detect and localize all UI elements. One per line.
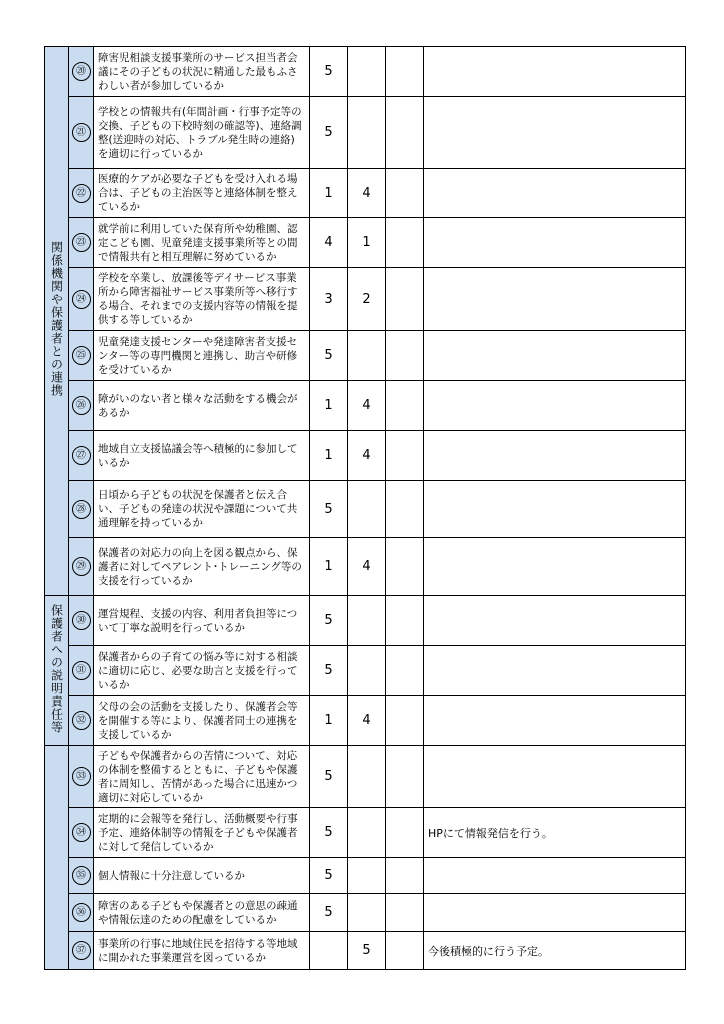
note-cell	[424, 47, 686, 97]
table-row	[45, 97, 686, 169]
section-label-cell	[45, 47, 69, 596]
note-cell	[424, 169, 686, 218]
no-count: 4	[348, 169, 386, 218]
unknown-count	[386, 97, 424, 169]
item-number: ㉘	[72, 500, 91, 519]
unknown-count	[386, 932, 424, 970]
note-cell	[424, 331, 686, 381]
item-number: ㉛	[72, 661, 91, 680]
no-count: 2	[348, 268, 386, 331]
no-count	[348, 596, 386, 646]
yes-count: 5	[310, 746, 348, 808]
note-cell	[424, 596, 686, 646]
yes-count: 5	[310, 47, 348, 97]
no-count	[348, 481, 386, 538]
section-label-cell	[45, 746, 69, 970]
question-text: 学校との情報共有(年間計画・行事予定等の交換、子どもの下校時刻の確認等)、連絡調整(送迎時の対応、トラブル発生時の連絡)を適切に行っているか	[94, 97, 310, 169]
no-count: 4	[348, 696, 386, 746]
yes-count: 5	[310, 97, 348, 169]
yes-count: 1	[310, 431, 348, 481]
unknown-count	[386, 808, 424, 858]
note-cell: 今後積極的に行う予定。	[424, 932, 686, 970]
question-text: 児童発達支援センターや発達障害者支援センター等の専門機関と連携し、助言や研修を受けているか	[94, 331, 310, 381]
unknown-count	[386, 481, 424, 538]
no-count	[348, 646, 386, 696]
yes-count: 1	[310, 381, 348, 431]
unknown-count	[386, 169, 424, 218]
unknown-count	[386, 696, 424, 746]
item-number: ㉓	[72, 233, 91, 252]
item-number: ㉑	[72, 123, 91, 142]
unknown-count	[386, 746, 424, 808]
item-number: ㉞	[72, 823, 91, 842]
table-row	[45, 808, 686, 858]
table-row	[45, 932, 686, 970]
note-cell	[424, 746, 686, 808]
question-text: 障害児相談支援事業所のサービス担当者会議にその子どもの状況に精通した最もふさわしい者が参加しているか	[94, 47, 310, 97]
table-row	[45, 894, 686, 932]
yes-count: 5	[310, 596, 348, 646]
note-cell	[424, 858, 686, 894]
question-text: 保護者からの子育ての悩み等に対する相談に適切に応じ、必要な助言と支援を行っているか	[94, 646, 310, 696]
no-count: 5	[348, 932, 386, 970]
note-cell	[424, 481, 686, 538]
question-text: 定期的に会報等を発行し、活動概要や行事予定、連絡体制等の情報を子どもや保護者に対して発信しているか	[94, 808, 310, 858]
table-row	[45, 858, 686, 894]
question-text: 個人情報に十分注意しているか	[94, 858, 310, 894]
yes-count: 1	[310, 169, 348, 218]
table-row	[45, 481, 686, 538]
table-row	[45, 538, 686, 596]
no-count: 4	[348, 538, 386, 596]
yes-count: 4	[310, 218, 348, 268]
no-count	[348, 746, 386, 808]
table-row	[45, 696, 686, 746]
note-cell	[424, 431, 686, 481]
unknown-count	[386, 268, 424, 331]
unknown-count	[386, 47, 424, 97]
question-text: 地域自立支援協議会等へ積極的に参加しているか	[94, 431, 310, 481]
item-number: ㉝	[72, 767, 91, 786]
note-cell	[424, 218, 686, 268]
table-row	[45, 47, 686, 97]
question-text: 保護者の対応力の向上を図る観点から、保護者に対してペアレント･トレーニング等の支援を行っているか	[94, 538, 310, 596]
no-count: 4	[348, 381, 386, 431]
unknown-count	[386, 331, 424, 381]
question-text: 障がいのない者と様々な活動をする機会があるか	[94, 381, 310, 431]
item-number: ㉒	[72, 184, 91, 203]
question-text: 障害のある子どもや保護者との意思の疎通や情報伝達のための配慮をしているか	[94, 894, 310, 932]
note-cell	[424, 696, 686, 746]
table-row	[45, 646, 686, 696]
table-row	[45, 218, 686, 268]
note-cell	[424, 268, 686, 331]
question-text: 就学前に利用していた保育所や幼稚園、認定こども園、児童発達支援事業所等との間で情報共有と相互理解に努めているか	[94, 218, 310, 268]
note-cell	[424, 894, 686, 932]
item-number: ㊱	[72, 903, 91, 922]
unknown-count	[386, 381, 424, 431]
unknown-count	[386, 538, 424, 596]
yes-count: 5	[310, 808, 348, 858]
unknown-count	[386, 596, 424, 646]
section-label: 関係機関や保護者との連携	[49, 241, 64, 397]
unknown-count	[386, 431, 424, 481]
table-row	[45, 596, 686, 646]
note-cell	[424, 538, 686, 596]
no-count	[348, 97, 386, 169]
yes-count: 1	[310, 538, 348, 596]
no-count	[348, 47, 386, 97]
note-cell	[424, 97, 686, 169]
question-text: 学校を卒業し、放課後等デイサービス事業所から障害福祉サービス事業所等へ移行する場合、それまでの支援内容等の情報を提供する等しているか	[94, 268, 310, 331]
question-text: 運営規程、支援の内容、利用者負担等について丁寧な説明を行っているか	[94, 596, 310, 646]
unknown-count	[386, 858, 424, 894]
yes-count: 5	[310, 646, 348, 696]
question-text: 医療的ケアが必要な子どもを受け入れる場合は、子どもの主治医等と連絡体制を整えているか	[94, 169, 310, 218]
item-number: ㉜	[72, 711, 91, 730]
table-row	[45, 431, 686, 481]
note-cell	[424, 381, 686, 431]
no-count	[348, 858, 386, 894]
item-number: ㉚	[72, 611, 91, 630]
question-text: 日頃から子どもの状況を保護者と伝え合い、子どもの発達の状況や課題について共通理解を持っているか	[94, 481, 310, 538]
note-cell: HPにて情報発信を行う。	[424, 808, 686, 858]
item-number: ㉔	[72, 290, 91, 309]
section-label: 保護者への説明責任等	[49, 603, 64, 734]
item-number: ㉗	[72, 446, 91, 465]
item-number: ㉕	[72, 346, 91, 365]
item-number: ㉖	[72, 396, 91, 415]
unknown-count	[386, 646, 424, 696]
item-number: ㉟	[72, 866, 91, 885]
section-label-cell	[45, 596, 69, 746]
evaluation-table	[44, 46, 686, 970]
table-row	[45, 331, 686, 381]
no-count	[348, 331, 386, 381]
unknown-count	[386, 894, 424, 932]
item-number: ㉙	[72, 557, 91, 576]
item-number: ㊲	[72, 941, 91, 960]
yes-count: 5	[310, 858, 348, 894]
table-row	[45, 169, 686, 218]
yes-count: 5	[310, 331, 348, 381]
no-count	[348, 808, 386, 858]
yes-count: 1	[310, 696, 348, 746]
yes-count: 5	[310, 894, 348, 932]
no-count: 1	[348, 218, 386, 268]
question-text: 父母の会の活動を支援したり、保護者会等を開催する等により、保護者同士の連携を支援しているか	[94, 696, 310, 746]
item-number: ⑳	[72, 62, 91, 81]
table-row	[45, 746, 686, 808]
yes-count: 5	[310, 481, 348, 538]
table-row	[45, 381, 686, 431]
table-row	[45, 268, 686, 331]
yes-count: 3	[310, 268, 348, 331]
note-cell	[424, 646, 686, 696]
no-count: 4	[348, 431, 386, 481]
unknown-count	[386, 218, 424, 268]
no-count	[348, 894, 386, 932]
question-text: 事業所の行事に地域住民を招待する等地域に開かれた事業運営を図っているか	[94, 932, 310, 970]
question-text: 子どもや保護者からの苦情について、対応の体制を整備するとともに、子どもや保護者に周知し、苦情があった場合に迅速かつ適切に対応しているか	[94, 746, 310, 808]
yes-count	[310, 932, 348, 970]
